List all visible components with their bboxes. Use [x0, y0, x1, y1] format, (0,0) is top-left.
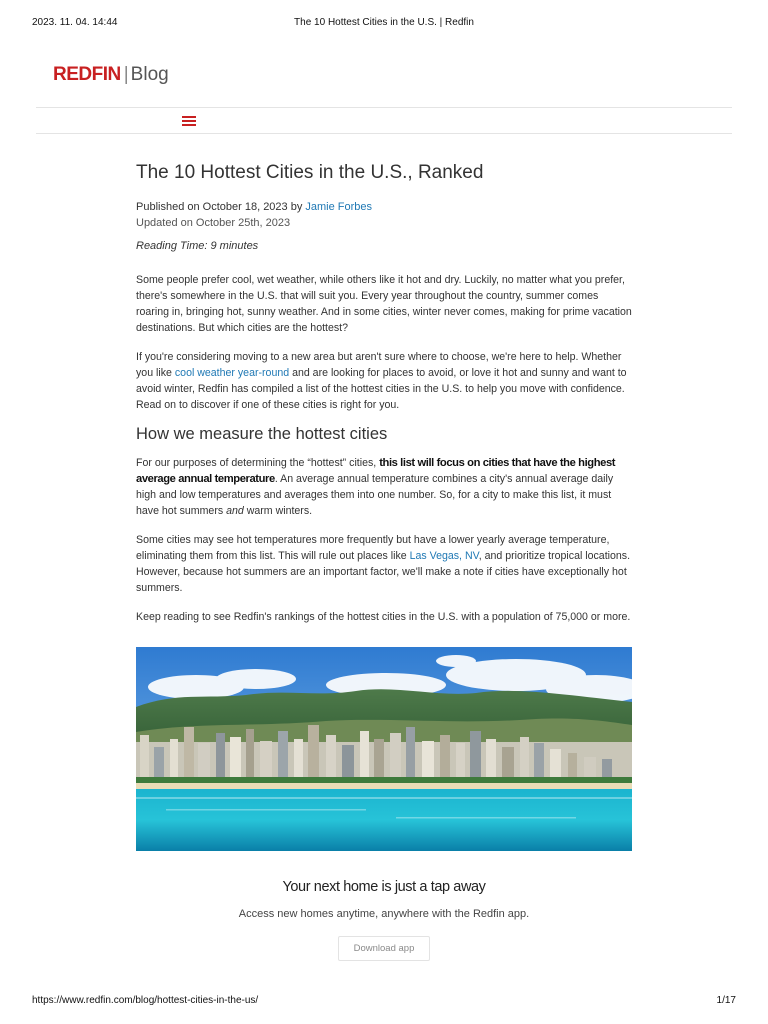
download-app-button[interactable]: Download app	[338, 936, 431, 961]
article	[136, 160, 634, 625]
las-vegas-link[interactable]: Las Vegas, NV	[409, 550, 479, 562]
logo-separator: |	[123, 64, 129, 85]
paragraph-method	[136, 455, 634, 519]
paragraph-help	[136, 349, 634, 413]
paragraph-exclusions-text-a: Some cities may see hot temperatures more frequently but have a lower yearly average temperature, eliminating them from this list. This will rule out places like	[136, 534, 610, 562]
print-timestamp: 2023. 11. 04. 14:44	[32, 17, 118, 28]
print-header	[32, 17, 736, 31]
author-link[interactable]: Jamie Forbes	[305, 201, 373, 213]
paragraph-method-text-a: For our purposes of determining the “hottest” cities,	[136, 457, 380, 469]
redfin-blog-logo[interactable]	[53, 64, 169, 86]
paragraph-help-text-a: If you're considering moving to a new area but aren't sure where to choose, we're here to help. Whether you like	[136, 351, 622, 379]
header-divider-top	[36, 107, 732, 108]
updated-line: Updated on October 25th, 2023	[136, 217, 291, 229]
paragraph-method-emphasis: this list will focus on cities that have the highest average annual temperature	[136, 457, 616, 485]
header-divider-bottom	[36, 133, 732, 134]
hero-image-illustration	[136, 647, 632, 851]
paragraph-exclusions	[136, 532, 634, 596]
paragraph-help-text-b: and are looking for places to avoid, or love it hot and sunny and want to avoid winter, Redfin has compiled a list of the hottest cities in the U.S. to help you move with confidence. Read on to discover if one of these cities is right for you.	[136, 367, 627, 411]
article-meta	[136, 199, 634, 231]
paragraph-method-text-b: . An average annual temperature combines a city's annual average daily high and low temperatures and averages them into one number. So, for a city to make this list, it must have hot summers	[136, 473, 614, 517]
print-page-title: The 10 Hottest Cities in the U.S. | Redfin	[294, 17, 474, 28]
paragraph-method-italic: and	[226, 505, 244, 517]
logo-section: Blog	[130, 64, 169, 85]
published-text: Published on October 18, 2023 by	[136, 201, 306, 213]
hamburger-menu-icon[interactable]	[182, 116, 196, 127]
app-promo-title: Your next home is just a tap away	[282, 879, 486, 895]
print-url: https://www.redfin.com/blog/hottest-cities-in-the-us/	[32, 995, 259, 1006]
print-page-number: 1/17	[716, 995, 736, 1006]
paragraph-exclusions-text-b: , and prioritize tropical locations. However, because hot summers are an important factor, we'll make a note if cities have exceptionally hot summers.	[136, 550, 631, 594]
reading-time: Reading Time: 9 minutes	[136, 240, 259, 252]
article-title: The 10 Hottest Cities in the U.S., Ranked	[136, 162, 484, 183]
cool-weather-link[interactable]: cool weather year-round	[174, 367, 290, 379]
paragraph-intro: Some people prefer cool, wet weather, while others like it hot and dry. Luckily, no matter what you prefer, there's somewhere in the U.S. that will suit you. Every year throughout the country, summer comes roaring in, bringing hot, sunny weather. And in some cities, winter never comes, making for prime vacation destinations. But which cities are the hottest?	[136, 274, 632, 334]
paragraph-method-text-c: warm winters.	[243, 505, 313, 517]
logo-brand: REDFIN	[53, 64, 121, 85]
published-line	[136, 199, 634, 215]
app-promo-subtitle: Access new homes anytime, anywhere with the Redfin app.	[238, 908, 530, 920]
hero-image-honolulu	[136, 647, 632, 851]
app-promo	[136, 878, 632, 961]
paragraph-rankings: Keep reading to see Redfin's rankings of the hottest cities in the U.S. with a population of 75,000 or more.	[136, 611, 631, 623]
print-footer	[32, 995, 736, 1009]
section-heading: How we measure the hottest cities	[136, 425, 388, 443]
